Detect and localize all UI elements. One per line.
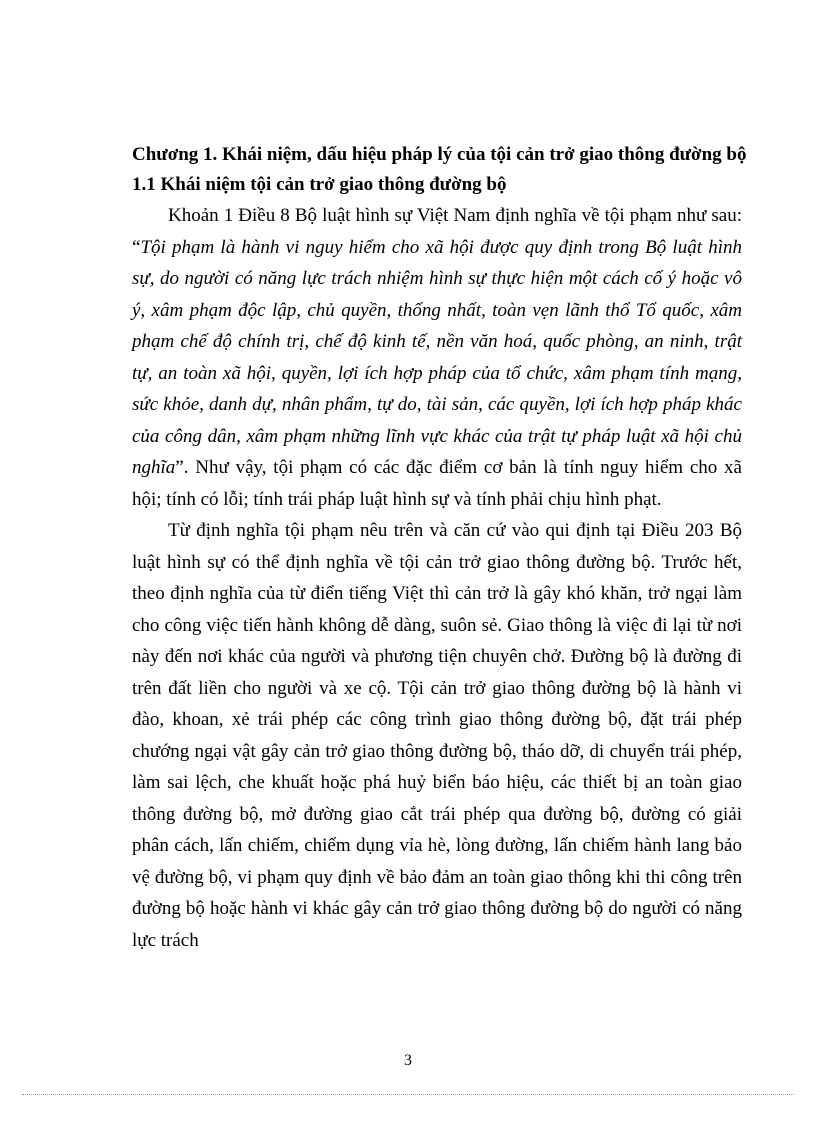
legal-definition-quote: Tội phạm là hành vi nguy hiểm cho xã hội được quy định trong Bộ luật hình sự, do người có năng lực trách nhiệm hình sự thực hiện một cách cố ý hoặc vô ý, xâm phạm độc lập, chủ quyền, thống nhất, toàn vẹn lãnh thổ Tổ quốc, xâm phạm chế độ chính trị, chế độ kinh tế, nền văn hoá, quốc phòng, an ninh, trật tự, an toàn xã hội, quyền, lợi ích hợp pháp của tổ chức, xâm phạm tính mạng, sức khỏe, danh dự, nhân phẩm, tự do, tài sản, các quyền, lợi ích hợp pháp khác của công dân, xâm phạm những lĩnh vực khác của trật tự pháp luật xã hội chủ nghĩa <box>132 236 742 478</box>
paragraph-outro: ”. Như vậy, tội phạm có các đặc điểm cơ bản là tính nguy hiểm cho xã hội; tính có lỗi; tính trái pháp luật hình sự và tính phải chịu hình phạt. <box>132 457 742 510</box>
chapter-heading: Chương 1. Khái niệm, dấu hiệu pháp lý của tội cản trở giao thông đường bộ <box>132 144 747 165</box>
paragraph-intro: Khoản 1 Điều 8 Bộ luật hình sự Việt Nam định nghĩa về tội phạm như sau: “ <box>132 205 742 258</box>
definition-paragraph <box>132 200 742 515</box>
body-paragraph: Từ định nghĩa tội phạm nêu trên và căn cứ vào qui định tại Điều 203 Bộ luật hình sự có thể định nghĩa về tội cản trở giao thông đường bộ. Trước hết, theo định nghĩa của từ điển tiếng Việt thì cản trở là gây khó khăn, trở ngại làm cho công việc tiến hành không dễ dàng, suôn sẻ. Giao thông là việc đi lại từ nơi này đến nơi khác của người và phương tiện chuyên chở. Đường bộ là đường đi trên đất liền cho người và xe cộ. Tội cản trở giao thông đường bộ là hành vi đào, khoan, xẻ trái phép các công trình giao thông đường bộ, đặt trái phép chướng ngại vật gây cản trở giao thông đường bộ, tháo dỡ, di chuyển trái phép, làm sai lệch, che khuất hoặc phá huỷ biển báo hiệu, các thiết bị an toàn giao thông đường bộ, mở đường giao cắt trái phép qua đường bộ, đường có giải phân cách, lấn chiếm, chiếm dụng vỉa hè, lòng đường, lấn chiếm hành lang bảo vệ đường bộ, vi phạm quy định về bảo đảm an toàn giao thông khi thi công trên đường bộ hoặc hành vi khác gây cản trở giao thông đường bộ do người có năng lực trách <box>132 520 742 951</box>
page-content <box>132 140 747 956</box>
page-bottom-divider <box>22 1094 794 1095</box>
page-number: 3 <box>404 1052 412 1069</box>
section-heading: 1.1 Khái niệm tội cản trở giao thông đường bộ <box>132 174 507 195</box>
